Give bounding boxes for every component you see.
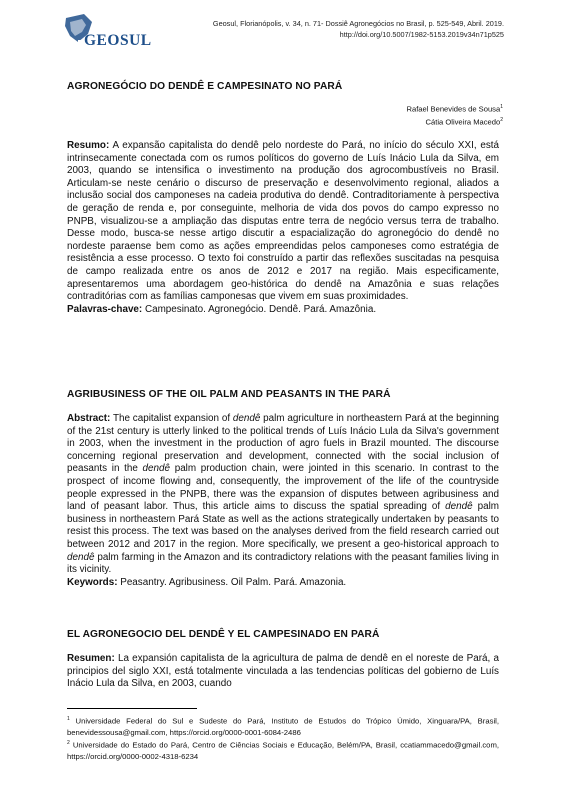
footnote-divider — [67, 708, 197, 709]
footnote-1: $^1$ Universidade Federal do Sul e Sudeste do Pará, Instituto de Estudos do Trópico Úmido, Xinguara/PA, Brasil, benevidessousa@gmail.com, https://orcid.org/0000-0001-6084-2486 — [67, 716, 499, 737]
logo-text: GEOSUL — [84, 32, 152, 49]
authors — [406, 102, 503, 127]
journal-line: Geosul, Florianópolis, v. 34, n. 71- Dossiê Agronegócios no Brasil, p. 525-549, Abril. 2019. — [212, 19, 504, 28]
author-2: Cátia Oliveira Macedo$^2$ — [425, 116, 503, 127]
title-portuguese: AGRONEGÓCIO DO DENDÊ E CAMPESINATO NO PARÁ — [67, 81, 343, 92]
keywords-label: Keywords: — [67, 576, 118, 588]
abstract-section: Abstract: The capitalist expansion of dendê palm agriculture in northeastern Pará at the beginning of the 21st century is utterly linked to the political trends of Luís Inácio Lula da Silva's government in 2003, when the investment in the production of agro fuels in Brazil mounted. The discourse concerning regional preservation and development, connected with the social inclusion of peasants in the dendê palm production chain, were jointed in this scenario. In contrast to the prospect of income flowing and, consequently, the improvement of the life of the countryside people expressed in the PNPB, there was the expansion of disputes between agribusiness and land of peasant labor. Thus, this article aims to discuss the spatial spreading of dendê palm business in northeastern Pará State as well as the actions strategically undertaken by peasants to resist this process. The text was based on the analyses derived from the field research carried out between 2012 and 2017 in the region. More specifically, we present a geo-historical approach to dendê palm farming in the Amazon and its contradictory relations with the peasant families living in its vicinity. Keywords: Peasantry. Agribusiness. Oil Palm. Pará. Amazonia. — [67, 413, 499, 588]
geosul-logo — [62, 12, 152, 56]
palavras-chave: Campesinato. Agronegócio. Dendê. Pará. Amazônia. — [142, 303, 377, 315]
doi-link[interactable]: http://doi.org/10.5007/1982-5153.2019v34n71p525 — [339, 29, 504, 39]
footnotes — [67, 714, 499, 762]
title-spanish: EL AGRONEGOCIO DEL DENDÊ Y EL CAMPESINADO EN PARÁ — [67, 629, 380, 640]
resumo-label: Resumo: — [67, 140, 110, 151]
resumen-text: La expansión capitalista de la agricultura de palma de dendê en el noreste de Pará, a principios del siglo XXI, está totalmente vinculada a las tendencias políticas del gobierno de Luís Inácio Lula da Silva, en 2003, cuando — [67, 653, 499, 690]
keywords: Peasantry. Agribusiness. Oil Palm. Pará. Amazonia. — [117, 576, 347, 588]
title-english: AGRIBUSINESS OF THE OIL PALM AND PEASANTS IN THE PARÁ — [67, 389, 391, 400]
resumen-label: Resumen: — [67, 653, 115, 664]
abstract-label: Abstract: — [67, 413, 111, 424]
resumo-text: A expansão capitalista do dendê pelo nordeste do Pará, no início do século XXI, está intrinsecamente conectada com os rumos políticos do governo de Luís Inácio Lula da Silva, em 2003, quando se intensifica o investimento na produção dos agrocombustíveis no Brasil. Articulam-se neste cenário o discurso de preservação e desenvolvimento regional, aliados a inclusão social dos camponeses na cadeia produtiva do dendê. Contraditoriamente à perspectiva de geração de renda e, por conseguinte, melhoria de vida dos povos do campo expresso no PNPB, visualizou-se a ampliação das disputas entre terra de negócio versus terra de trabalho. Desse modo, busca-se nesse artigo discutir a espacialização do agronegócio do dendê no nordeste paraense bem como as ações empreendidas pelos camponeses como estratégia de resistência a esse processo. O texto foi construído a partir das reflexões suscitadas na pesquisa de campo realizada entre os anos de 2012 e 2017 na região. Mais especificamente, apresentaremos uma abordagem geo-histórica do dendê na Amazônia e suas relações contraditórias com as famílias camponesas que vivem em suas proximidades. — [67, 140, 499, 303]
journal-citation — [213, 19, 504, 40]
author-1: Rafael Benevides de Sousa$^1$ — [406, 104, 503, 114]
footnote-2: $^2$ Universidade do Estado do Pará, Centro de Ciências Sociais e Educação, Belém/PA, Brasil, ccatiammacedo@gmail.com, https://orcid.org/0000-0002-4318-6234 — [67, 739, 499, 761]
resumo-section — [67, 140, 499, 316]
palavras-chave-label: Palavras-chave: — [67, 303, 143, 315]
resumen-section — [67, 653, 499, 691]
